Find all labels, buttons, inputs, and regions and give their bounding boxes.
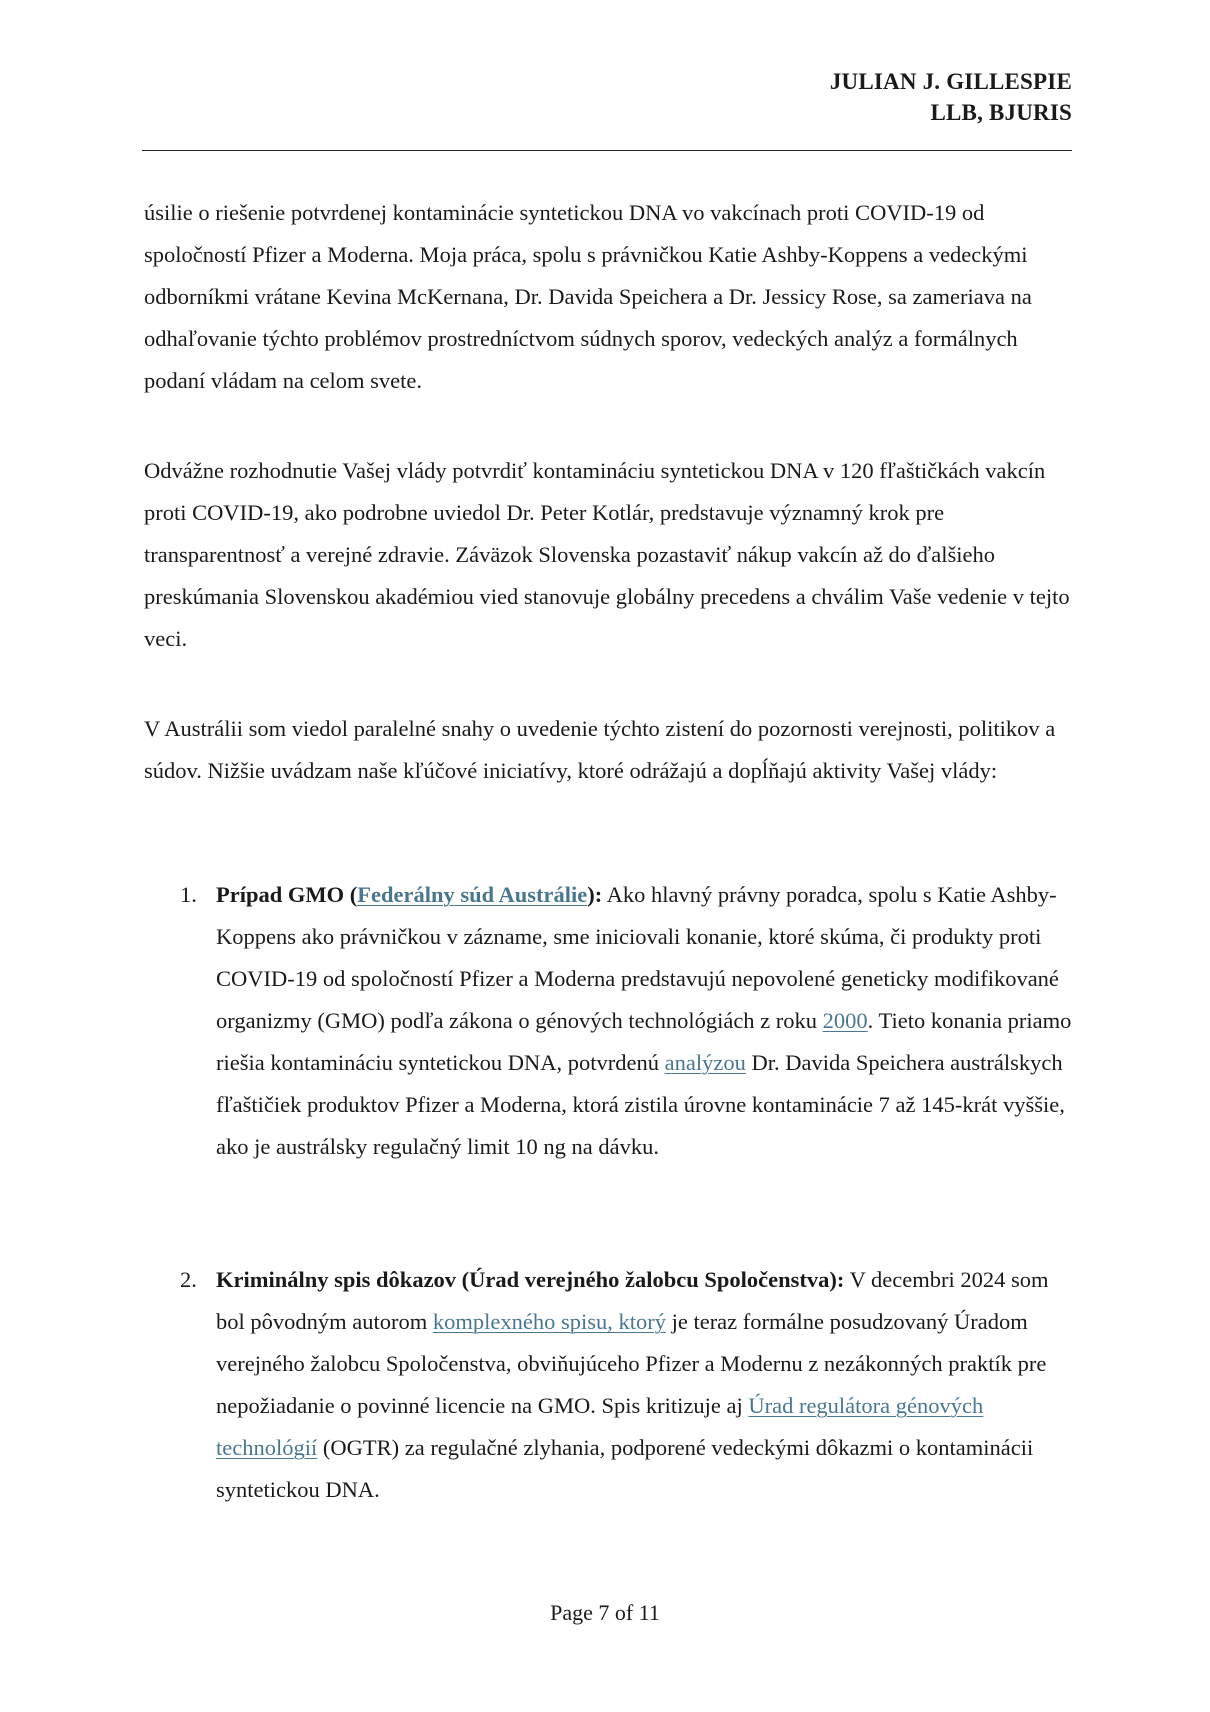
letterhead [830,66,1072,128]
link-analysis[interactable]: analýzou [664,1050,746,1075]
item-text-a: V decembri 2024 som bol pôvodným autorom [216,1267,1049,1334]
paragraph-2: Odvážne rozhodnutie Vašej vlády potvrdiť kontamináciu syntetickou DNA v 120 fľaštičkách vakcín proti COVID-19, ako podrobne uviedol Dr. Peter Kotlár, predstavuje významný krok pre transparentnosť a verejné zdravie. Záväzok Slovenska pozastaviť nákup vakcín až do ďalšieho preskúmania Slovenskou akadémiou vied stanovuje globálny precedens a chválim Vaše vedenie v tejto veci. [144,458,1070,651]
paragraph-1: úsilie o riešenie potvrdenej kontaminácie syntetickou DNA vo vakcínach proti COVID-19 od spoločností Pfizer a Moderna. Moja práca, spolu s právničkou Katie Ashby-Koppens a vedeckými odborníkmi vrátane Kevina McKernana, Dr. Davida Speichera a Dr. Jessicy Rose, sa zameriava na odhaľovanie týchto problémov prostredníctvom súdnych sporov, vedeckých analýz a formálnych podaní vládam na celom svete. [144,200,1032,393]
paragraph-3: V Austrálii som viedol paralelné snahy o uvedenie týchto zistení do pozornosti verejnosti, politikov a súdov. Nižšie uvádzam naše kľúčové iniciatívy, ktoré odrážajú a dopĺňajú aktivity Vašej vlády: [144,716,1056,783]
list-item-text [216,874,1078,1168]
item-text-b: je teraz formálne posudzovaný Úradom verejného žalobcu Spoločenstva, obviňujúceho Pfizer a Modernu z nezákonných praktík pre nepožiadanie o povinné licencie na GMO. Spis kritizuje aj [216,1309,1047,1418]
header-divider [142,150,1072,151]
item-text-a: Ako hlavný právny poradca, spolu s Katie Ashby-Koppens ako právničkou v zázname, sme iniciovali konanie, ktoré skúma, či produkty proti COVID-19 od spoločností Pfizer a Moderna predstavujú nepovolené geneticky modifikované organizmy (GMO) podľa zákona o génových technológiách z roku [216,882,1059,1033]
list-item-criminal-brief [144,1259,1076,1511]
list-item-number: 2. [180,1267,197,1292]
list-item-number: 1. [180,882,197,907]
author-credentials: LLB, BJURIS [930,100,1072,125]
link-ogtr[interactable]: Úrad regulátora génových technológií [216,1393,984,1460]
item-title-start: Prípad GMO ( [216,882,358,907]
list-item-gmo-case [144,874,1076,1168]
item-title: Kriminálny spis dôkazov (Úrad verejného žalobcu Spoločenstva): [216,1267,845,1292]
link-comprehensive-brief[interactable]: komplexného spisu, ktorý [432,1309,666,1334]
item-text-b: . Tieto konania priamo riešia kontamináciu syntetickou DNA, potvrdenú [216,1008,1072,1075]
list-item-text [216,1259,1078,1511]
item-title-end: ): [587,882,603,907]
link-federal-court[interactable]: Federálny súd Austrálie [357,882,588,907]
author-name: JULIAN J. GILLESPIE [829,69,1072,94]
link-act-2000[interactable]: 2000 [822,1008,868,1033]
item-text-c: Dr. Davida Speichera austrálskych fľaštičiek produktov Pfizer a Moderna, ktorá zistila úrovne kontaminácie 7 až 145-krát vyššie, ako je austrálsky regulačný limit 10 ng na dávku. [216,1050,1065,1159]
item-text-c: (OGTR) za regulačné zlyhania, podporené vedeckými dôkazmi o kontaminácii syntetickou DNA. [216,1435,1034,1502]
page-number: Page 7 of 11 [550,1600,660,1625]
